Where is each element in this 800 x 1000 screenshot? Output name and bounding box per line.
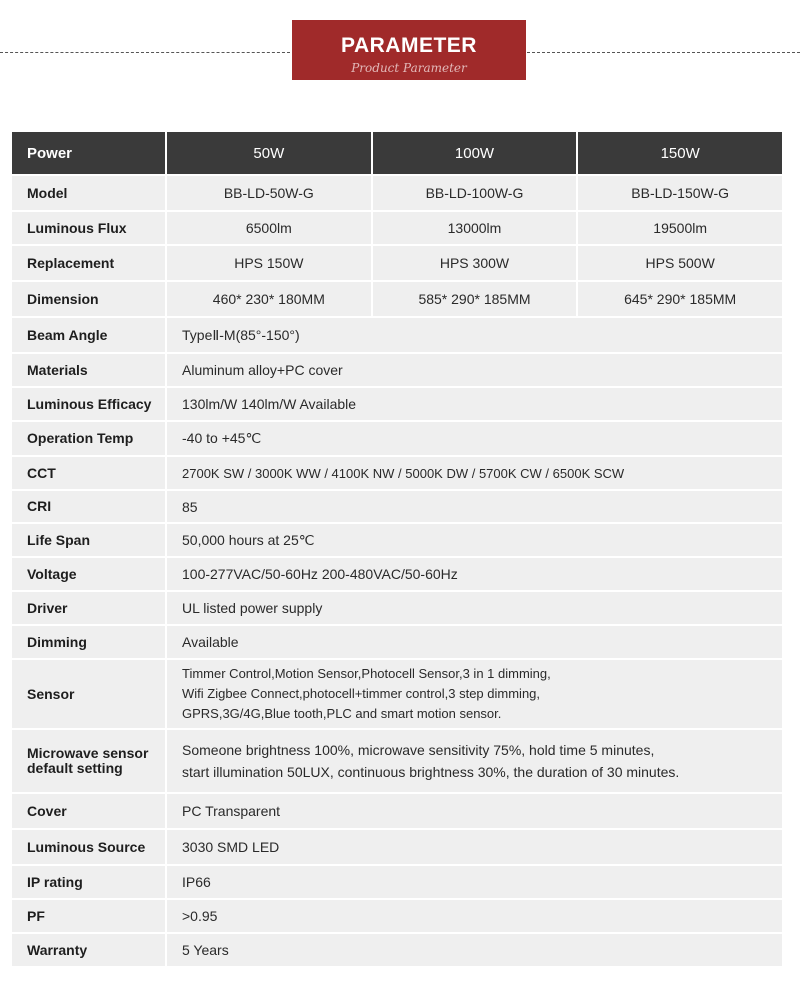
row-label: Luminous Efficacy	[11, 387, 166, 421]
table-row-sensor	[11, 659, 783, 729]
row-label: CRI	[11, 490, 166, 523]
row-label: Dimension	[11, 281, 166, 317]
row-label: Driver	[11, 591, 166, 625]
row-value: Aluminum alloy+PC cover	[166, 353, 783, 387]
table-row-cri	[11, 490, 783, 523]
row-value	[166, 729, 783, 793]
table-row-cct	[11, 456, 783, 490]
section-subtitle: Product Parameter	[351, 61, 467, 75]
sensor-line: Wifi Zigbee Connect,photocell+timmer control,3 step dimming,	[182, 686, 541, 701]
variant-header: 100W	[372, 131, 578, 175]
row-value: 2700K SW / 3000K WW / 4100K NW / 5000K DW / 5700K CW / 6500K SCW	[166, 456, 783, 490]
row-value: TypeⅡ-M(85°-150°)	[166, 317, 783, 353]
table-row-replacement	[11, 245, 783, 281]
table-row-dimming	[11, 625, 783, 659]
row-value: UL listed power supply	[166, 591, 783, 625]
row-value	[166, 659, 783, 729]
table-row-cover	[11, 793, 783, 829]
row-value: BB-LD-50W-G	[166, 175, 372, 211]
row-value: HPS 300W	[372, 245, 578, 281]
row-value: 130lm/W 140lm/W Available	[166, 387, 783, 421]
row-value: -40 to +45℃	[166, 421, 783, 456]
microwave-line: start illumination 50LUX, continuous brightness 30%, the duration of 30 minutes.	[182, 764, 680, 780]
row-value: BB-LD-150W-G	[577, 175, 783, 211]
table-row-voltage	[11, 557, 783, 591]
row-value: Available	[166, 625, 783, 659]
table-row-microwave-sensor	[11, 729, 783, 793]
row-value: 13000lm	[372, 211, 578, 245]
row-label: CCT	[11, 456, 166, 490]
row-value: 100-277VAC/50-60Hz 200-480VAC/50-60Hz	[166, 557, 783, 591]
row-label: Life Span	[11, 523, 166, 557]
sensor-line: Timmer Control,Motion Sensor,Photocell Sensor,3 in 1 dimming,	[182, 666, 551, 681]
row-value: 3030 SMD LED	[166, 829, 783, 865]
row-value: BB-LD-100W-G	[372, 175, 578, 211]
parameter-table	[10, 130, 784, 968]
row-value: 6500lm	[166, 211, 372, 245]
row-label: Luminous Source	[11, 829, 166, 865]
row-value: 5 Years	[166, 933, 783, 967]
row-value: 19500lm	[577, 211, 783, 245]
table-row-beam-angle	[11, 317, 783, 353]
sensor-line: GPRS,3G/4G,Blue tooth,PLC and smart motion sensor.	[182, 706, 502, 721]
row-label: Materials	[11, 353, 166, 387]
row-value: 645* 290* 185MM	[577, 281, 783, 317]
row-label: PF	[11, 899, 166, 933]
row-label: Replacement	[11, 245, 166, 281]
table-row-luminous-efficacy	[11, 387, 783, 421]
title-divider-left	[0, 52, 290, 53]
microwave-line: Someone brightness 100%, microwave sensitivity 75%, hold time 5 minutes,	[182, 742, 655, 758]
row-value: 585* 290* 185MM	[372, 281, 578, 317]
table-row-ip-rating	[11, 865, 783, 899]
row-label: Beam Angle	[11, 317, 166, 353]
row-value: 85	[166, 490, 783, 523]
row-label-line: Microwave sensor	[27, 745, 149, 761]
table-row-driver	[11, 591, 783, 625]
row-value: HPS 500W	[577, 245, 783, 281]
section-title: PARAMETER	[341, 34, 477, 57]
table-row-life-span	[11, 523, 783, 557]
table-row-pf	[11, 899, 783, 933]
row-label	[11, 729, 166, 793]
power-label: Power	[11, 131, 166, 175]
row-label: Luminous Flux	[11, 211, 166, 245]
table-row-materials	[11, 353, 783, 387]
row-value: 50,000 hours at 25℃	[166, 523, 783, 557]
row-value: IP66	[166, 865, 783, 899]
variant-header: 150W	[577, 131, 783, 175]
row-label: Warranty	[11, 933, 166, 967]
row-label: Sensor	[11, 659, 166, 729]
variant-header: 50W	[166, 131, 372, 175]
table-header-row	[11, 131, 783, 175]
title-divider-right	[527, 52, 800, 53]
row-label: Voltage	[11, 557, 166, 591]
table-row-model	[11, 175, 783, 211]
table-row-operation-temp	[11, 421, 783, 456]
table-row-luminous-source	[11, 829, 783, 865]
row-label: Operation Temp	[11, 421, 166, 456]
table-row-dimension	[11, 281, 783, 317]
row-label-line: default setting	[27, 760, 123, 776]
table-row-warranty	[11, 933, 783, 967]
row-value: >0.95	[166, 899, 783, 933]
row-label: Model	[11, 175, 166, 211]
row-label: Cover	[11, 793, 166, 829]
row-label: Dimming	[11, 625, 166, 659]
row-value: PC Transparent	[166, 793, 783, 829]
table-row-luminous-flux	[11, 211, 783, 245]
section-title-banner	[292, 20, 526, 80]
row-label: IP rating	[11, 865, 166, 899]
row-value: 460* 230* 180MM	[166, 281, 372, 317]
row-value: HPS 150W	[166, 245, 372, 281]
